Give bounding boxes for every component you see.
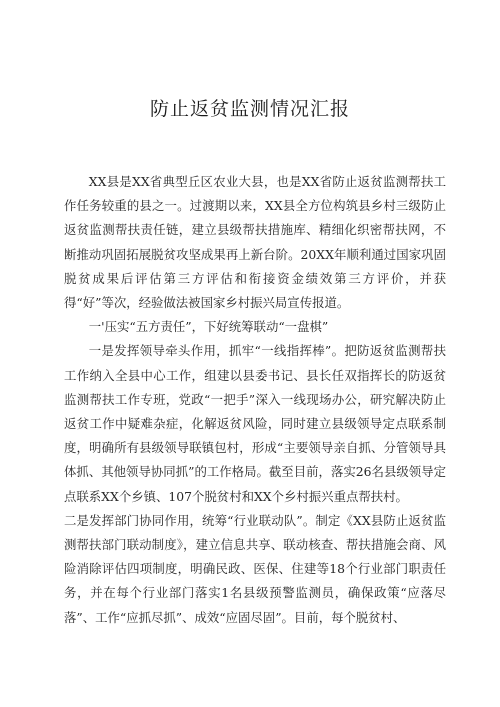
body-paragraph-1: 一是发挥领导牵头作用，抓牢“一线指挥棒”。把防返贫监测帮扶工作纳入全县中心工作，组建以县委书记、县长任双指挥长的防返贫监测帮扶工作专班，党政“一把手”深入一线现场办公，研究解决防止返贫工作中疑难杂症，化解返贫风险，同时建立县级领导定点联系制度，明确所有县级领导联镇包村，形成“主要领导亲自抓、分管领导具体抓、其他领导协同抓”的工作格局。截至目前，落实26名县级领导定点联系XX个乡镇、107个脱贫村和XX个乡村振兴重点帮扶村。 bbox=[64, 343, 446, 504]
document-title: 防止返贫监测情况汇报 bbox=[149, 98, 350, 120]
intro-paragraph: XX县是XX省典型丘区农业大县，也是XX省防止返贫监测帮扶工作任务较重的县之一。过渡期以来，XX县全方位构筑县乡村三级防止返贫监测帮扶责任链，建立县级帮扶措施库、精细化织密帮扶网，不断推动巩固拓展脱贫攻坚成果再上新台阶。20XX年顺利通过国家巩固脱贫成果后评估第三方评估和衔接资金绩效第三方评价，并获得“好”等次，经验做法被国家乡村振兴局宣传报道。 bbox=[64, 174, 446, 311]
body-paragraph-2: 二是发挥部门协同作用，统筹“行业联动队”。制定《XX县防止返贫监测帮扶部门联动制度》，建立信息共享、联动核查、帮扶措施会商、风险消除评估四项制度，明确民政、医保、住建等18个行业部门职责任务，并在每个行业部门落实1名县级预警监测员，确保政策“应落尽落”、工作“应抓尽抓”、成效“应固尽固”。目前，每个脱贫村、 bbox=[64, 512, 446, 625]
section-heading: 一'压实“五方责任”，下好统筹联动“一盘棋” bbox=[88, 319, 329, 335]
document-body bbox=[64, 170, 446, 630]
